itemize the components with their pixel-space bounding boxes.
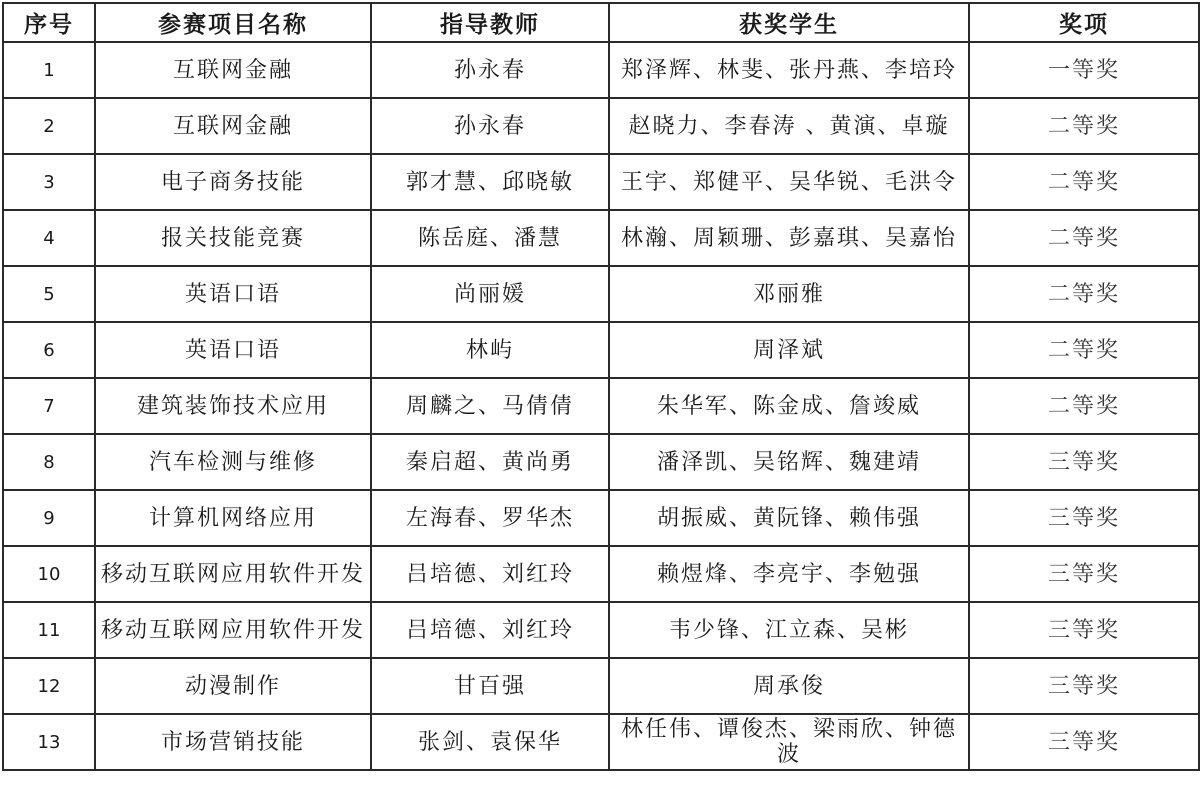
row-index: 9 xyxy=(3,490,95,546)
row-project-name: 移动互联网应用软件开发 xyxy=(95,546,371,602)
row-index: 1 xyxy=(3,42,95,98)
row-project-name: 市场营销技能 xyxy=(95,714,371,770)
row-instructor: 吕培德、刘红玲 xyxy=(371,602,609,658)
header-students: 获奖学生 xyxy=(609,3,969,42)
row-instructor: 孙永春 xyxy=(371,42,609,98)
row-award: 二等奖 xyxy=(969,378,1199,434)
row-award: 二等奖 xyxy=(969,266,1199,322)
row-project-name: 电子商务技能 xyxy=(95,154,371,210)
table-row xyxy=(3,658,1199,714)
row-award: 二等奖 xyxy=(969,210,1199,266)
row-students: 邓丽雅 xyxy=(609,266,969,322)
header-project-name: 参赛项目名称 xyxy=(95,3,371,42)
header-award: 奖项 xyxy=(969,3,1199,42)
row-students: 王宇、郑健平、吴华锐、毛洪令 xyxy=(609,154,969,210)
row-project-name: 英语口语 xyxy=(95,266,371,322)
row-students: 林任伟、谭俊杰、梁雨欣、钟德波 xyxy=(609,714,969,770)
row-project-name: 计算机网络应用 xyxy=(95,490,371,546)
row-index: 10 xyxy=(3,546,95,602)
row-project-name: 互联网金融 xyxy=(95,42,371,98)
row-index: 13 xyxy=(3,714,95,770)
row-index: 8 xyxy=(3,434,95,490)
row-instructor: 尚丽媛 xyxy=(371,266,609,322)
award-table-document xyxy=(0,2,1200,802)
row-award: 二等奖 xyxy=(969,322,1199,378)
row-index: 11 xyxy=(3,602,95,658)
row-instructor: 秦启超、黄尚勇 xyxy=(371,434,609,490)
row-instructor: 左海春、罗华杰 xyxy=(371,490,609,546)
row-instructor: 张剑、袁保华 xyxy=(371,714,609,770)
row-instructor: 周麟之、马倩倩 xyxy=(371,378,609,434)
row-students: 周承俊 xyxy=(609,658,969,714)
row-instructor: 陈岳庭、潘慧 xyxy=(371,210,609,266)
row-instructor: 郭才慧、邱晓敏 xyxy=(371,154,609,210)
row-index: 6 xyxy=(3,322,95,378)
row-award: 三等奖 xyxy=(969,602,1199,658)
row-award: 三等奖 xyxy=(969,546,1199,602)
table-row xyxy=(3,154,1199,210)
row-students: 周泽斌 xyxy=(609,322,969,378)
row-index: 4 xyxy=(3,210,95,266)
row-project-name: 互联网金融 xyxy=(95,98,371,154)
row-project-name: 建筑装饰技术应用 xyxy=(95,378,371,434)
row-award: 二等奖 xyxy=(969,154,1199,210)
row-students: 潘泽凯、吴铭辉、魏建靖 xyxy=(609,434,969,490)
row-award: 三等奖 xyxy=(969,714,1199,770)
header-instructor: 指导教师 xyxy=(371,3,609,42)
row-index: 2 xyxy=(3,98,95,154)
award-table xyxy=(2,2,1200,771)
row-award: 一等奖 xyxy=(969,42,1199,98)
row-award: 二等奖 xyxy=(969,98,1199,154)
row-students: 赵晓力、李春涛 、黄演、卓璇 xyxy=(609,98,969,154)
row-students: 朱华军、陈金成、詹竣威 xyxy=(609,378,969,434)
row-students: 赖煜烽、李亮宇、李勉强 xyxy=(609,546,969,602)
row-students: 郑泽辉、林斐、张丹燕、李培玲 xyxy=(609,42,969,98)
table-row xyxy=(3,266,1199,322)
row-instructor: 吕培德、刘红玲 xyxy=(371,546,609,602)
table-row xyxy=(3,98,1199,154)
table-row xyxy=(3,378,1199,434)
row-award: 三等奖 xyxy=(969,434,1199,490)
table-row xyxy=(3,42,1199,98)
row-project-name: 报关技能竞赛 xyxy=(95,210,371,266)
table-header-row xyxy=(3,3,1199,42)
row-award: 三等奖 xyxy=(969,490,1199,546)
row-project-name: 移动互联网应用软件开发 xyxy=(95,602,371,658)
row-award: 三等奖 xyxy=(969,658,1199,714)
row-index: 3 xyxy=(3,154,95,210)
table-row xyxy=(3,434,1199,490)
row-students: 林瀚、周颖珊、彭嘉琪、吴嘉怡 xyxy=(609,210,969,266)
row-project-name: 英语口语 xyxy=(95,322,371,378)
row-project-name: 动漫制作 xyxy=(95,658,371,714)
row-instructor: 林屿 xyxy=(371,322,609,378)
row-index: 5 xyxy=(3,266,95,322)
table-row xyxy=(3,490,1199,546)
header-index: 序号 xyxy=(3,3,95,42)
row-instructor: 孙永春 xyxy=(371,98,609,154)
table-row xyxy=(3,602,1199,658)
table-row xyxy=(3,714,1199,770)
row-index: 12 xyxy=(3,658,95,714)
table-row xyxy=(3,322,1199,378)
table-row xyxy=(3,546,1199,602)
row-instructor: 甘百强 xyxy=(371,658,609,714)
row-students: 韦少锋、江立森、吴彬 xyxy=(609,602,969,658)
row-index: 7 xyxy=(3,378,95,434)
table-row xyxy=(3,210,1199,266)
row-students: 胡振威、黄阮锋、赖伟强 xyxy=(609,490,969,546)
row-project-name: 汽车检测与维修 xyxy=(95,434,371,490)
